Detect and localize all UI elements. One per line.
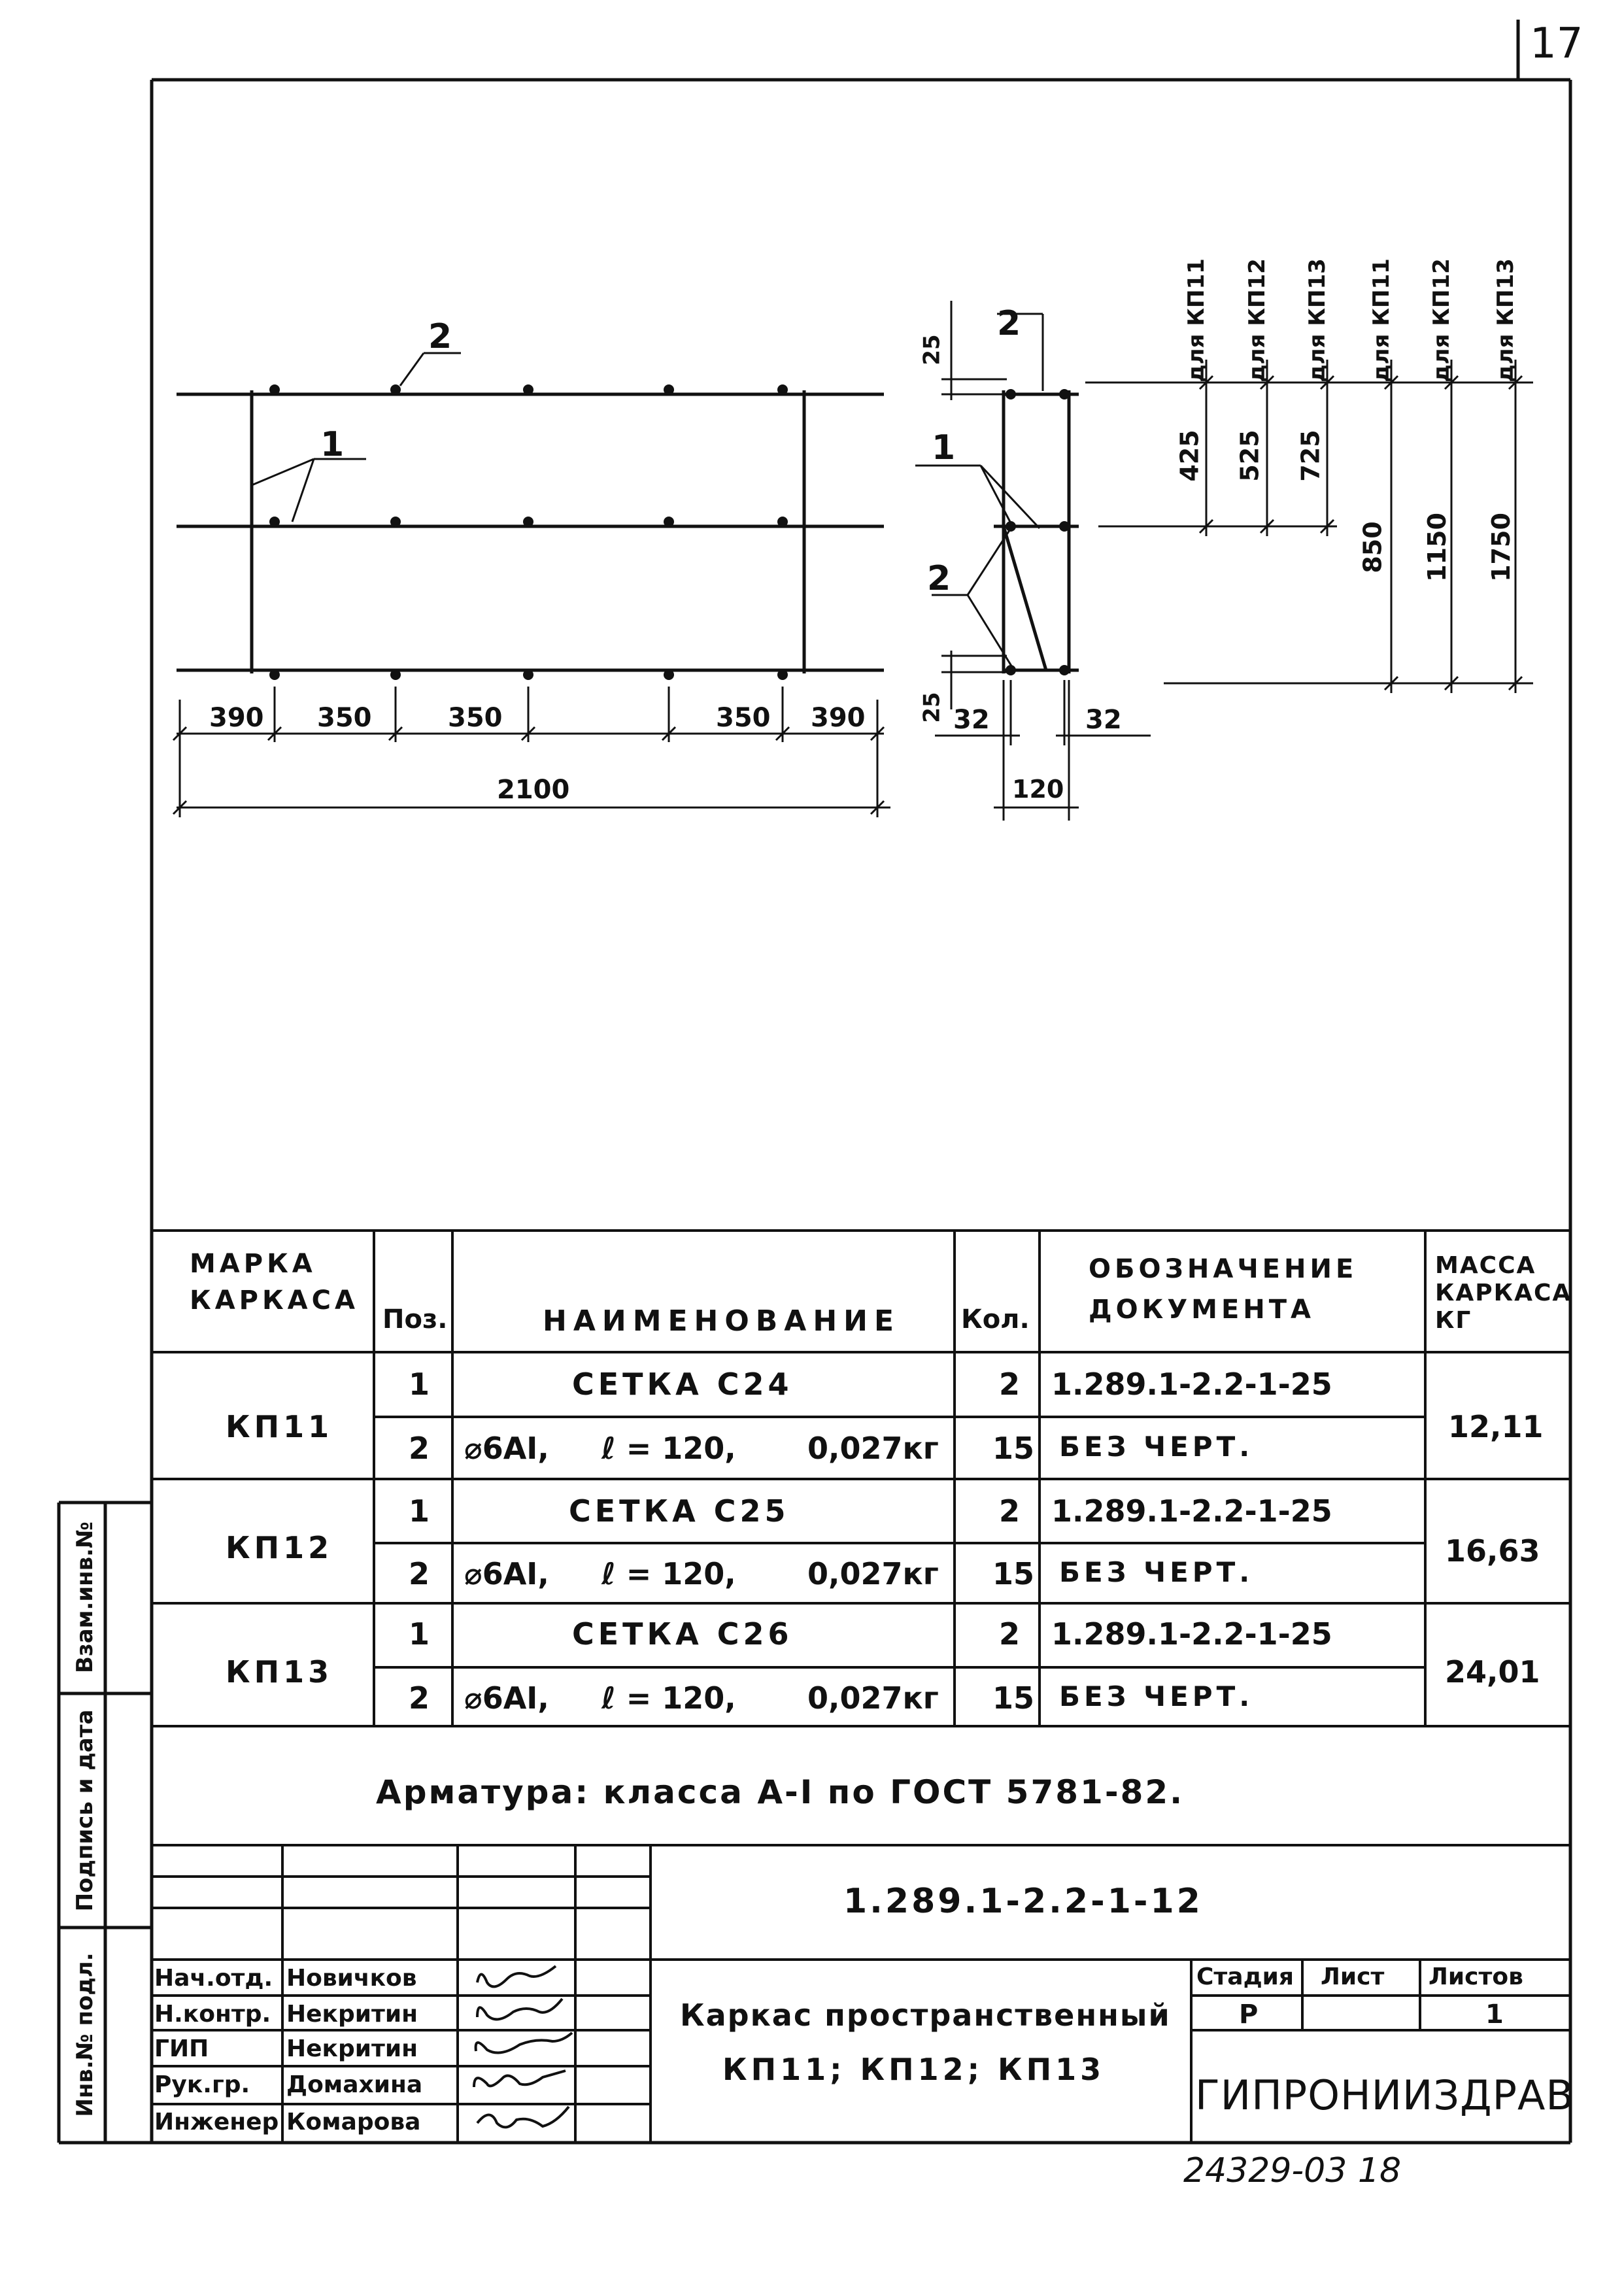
- front-position-label-1: 1: [320, 425, 345, 464]
- name-b-kp11-2: ℓ = 120,: [601, 1431, 736, 1466]
- name-kp11-1: СЕТКА С24: [572, 1367, 793, 1402]
- front-dim-390-right: 390: [811, 703, 866, 733]
- mass-kp11: 12,11: [1448, 1409, 1544, 1444]
- qty-kp13-2: 15: [992, 1680, 1035, 1716]
- pos-kp13-2: 2: [409, 1680, 430, 1716]
- section-dim-left-32: 32: [953, 705, 990, 735]
- name-kp12-1: СЕТКА С25: [569, 1493, 790, 1529]
- doc-kp12-1: 1.289.1-2.2-1-25: [1051, 1493, 1332, 1529]
- header-qty: Кол.: [961, 1304, 1030, 1334]
- header-pos: Поз.: [382, 1304, 448, 1334]
- front-dim-350-a: 350: [317, 703, 372, 733]
- name-a-kp13-2: ⌀6AI,: [464, 1680, 549, 1716]
- section-dim-bottom-25: 25: [919, 692, 945, 723]
- drawing-title-line1: Каркас пространственный: [680, 1998, 1171, 2033]
- name-b-kp12-2: ℓ = 120,: [601, 1556, 736, 1591]
- sheet-number: 17: [1530, 20, 1583, 68]
- qty-kp11-1: 2: [999, 1367, 1021, 1402]
- qty-kp11-2: 15: [992, 1431, 1035, 1466]
- name-a-kp12-2: ⌀6AI,: [464, 1556, 549, 1591]
- person-3: Некритин: [286, 2035, 418, 2062]
- qty-kp12-2: 15: [992, 1556, 1035, 1591]
- person-5: Комарова: [286, 2109, 421, 2135]
- mark-kp12: КП12: [226, 1530, 333, 1565]
- mass-kp13: 24,01: [1445, 1654, 1540, 1690]
- height-value-1150: 1150: [1422, 513, 1451, 582]
- stage-label: Стадия: [1196, 1964, 1294, 1990]
- sheets-label: Листов: [1429, 1964, 1523, 1990]
- name-a-kp11-2: ⌀6AI,: [464, 1431, 549, 1466]
- pos-kp12-1: 1: [409, 1493, 430, 1529]
- person-4: Домахина: [286, 2071, 423, 2098]
- role-5: Инженер: [154, 2109, 279, 2135]
- role-4: Рук.гр.: [154, 2071, 250, 2098]
- pos-kp11-2: 2: [409, 1431, 430, 1466]
- stage-value: Р: [1239, 1999, 1259, 2030]
- role-3: ГИП: [154, 2035, 209, 2062]
- pos-kp11-1: 1: [409, 1367, 430, 1402]
- side-stamp-inv-orig: Инв.№ подл.: [72, 1952, 98, 2117]
- doc-kp13-2: БЕЗ ЧЕРТ.: [1059, 1680, 1254, 1712]
- name-c-kp11-2: 0,027кг: [807, 1431, 939, 1466]
- height-value-1750: 1750: [1486, 513, 1515, 582]
- doc-kp12-2: БЕЗ ЧЕРТ.: [1059, 1556, 1254, 1588]
- height-label-kp12-inner: для КП12: [1243, 258, 1270, 382]
- height-label-kp13-outer: для КП13: [1492, 258, 1519, 382]
- section-view: [994, 390, 1079, 673]
- drawing-title-line2: КП11; КП12; КП13: [722, 2052, 1106, 2087]
- doc-kp13-1: 1.289.1-2.2-1-25: [1051, 1616, 1332, 1652]
- qty-kp13-1: 2: [999, 1616, 1021, 1652]
- front-view: [177, 390, 884, 673]
- side-stamp-sign-date: Подпись и дата: [72, 1709, 98, 1912]
- mark-kp11: КП11: [226, 1409, 333, 1444]
- sheets-value: 1: [1485, 1999, 1504, 2030]
- height-label-kp11-outer: для КП11: [1368, 258, 1395, 382]
- section-dim-width-120: 120: [1012, 775, 1064, 804]
- front-dim-390-left: 390: [209, 703, 264, 733]
- height-label-kp13-inner: для КП13: [1304, 258, 1330, 382]
- header-name: НАИМЕНОВАНИЕ: [543, 1304, 901, 1338]
- height-dims: [1085, 360, 1533, 693]
- pos-kp13-1: 1: [409, 1616, 430, 1652]
- person-2: Некритин: [286, 2001, 418, 2028]
- height-value-425: 425: [1175, 430, 1204, 482]
- front-dim-350-b: 350: [448, 703, 503, 733]
- qty-kp12-1: 2: [999, 1493, 1021, 1529]
- name-kp13-1: СЕТКА С26: [572, 1616, 793, 1652]
- front-dim-total: 2100: [497, 775, 570, 805]
- section-position-label-2-top: 2: [997, 304, 1021, 343]
- height-value-525: 525: [1235, 430, 1264, 482]
- reinforcement-note: Арматура: класса А-I по ГОСТ 5781-82.: [376, 1773, 1185, 1811]
- doc-kp11-2: БЕЗ ЧЕРТ.: [1059, 1431, 1254, 1463]
- section-dim-top-25: 25: [919, 334, 945, 366]
- mass-kp12: 16,63: [1445, 1533, 1540, 1569]
- organization-name: ГИПРОНИИЗДРАВ: [1195, 2071, 1574, 2119]
- name-b-kp13-2: ℓ = 120,: [601, 1680, 736, 1716]
- name-c-kp13-2: 0,027кг: [807, 1680, 939, 1716]
- header-doc: ОБОЗНАЧЕНИЕ ДОКУМЕНТА: [1089, 1254, 1358, 1325]
- header-mass: МАССА КАРКАСА КГ: [1435, 1252, 1572, 1334]
- header-mark: МАРКА КАРКАСА: [190, 1249, 359, 1316]
- document-code: 1.289.1-2.2-1-12: [843, 1882, 1203, 1921]
- front-dim-350-c: 350: [716, 703, 771, 733]
- height-value-725: 725: [1296, 430, 1325, 482]
- doc-kp11-1: 1.289.1-2.2-1-25: [1051, 1367, 1332, 1402]
- name-c-kp12-2: 0,027кг: [807, 1556, 939, 1591]
- mark-kp13: КП13: [226, 1654, 333, 1690]
- sheet-label: Лист: [1321, 1964, 1385, 1990]
- side-stamp-inv-replace: Взам.инв.№: [72, 1522, 98, 1673]
- role-1: Нач.отд.: [154, 1965, 273, 1992]
- section-position-label-1: 1: [932, 428, 956, 468]
- person-1: Новичков: [286, 1965, 417, 1992]
- front-position-label-2: 2: [428, 317, 452, 356]
- signatures: [458, 1960, 575, 2143]
- section-dim-right-32: 32: [1085, 705, 1122, 735]
- archive-number: 24329-03 18: [1183, 2151, 1402, 2190]
- section-position-label-2-mid: 2: [927, 559, 951, 598]
- pos-kp12-2: 2: [409, 1556, 430, 1591]
- role-2: Н.контр.: [154, 2001, 271, 2028]
- height-value-850: 850: [1358, 521, 1387, 573]
- height-label-kp12-outer: для КП12: [1428, 258, 1455, 382]
- height-label-kp11-inner: для КП11: [1183, 258, 1210, 382]
